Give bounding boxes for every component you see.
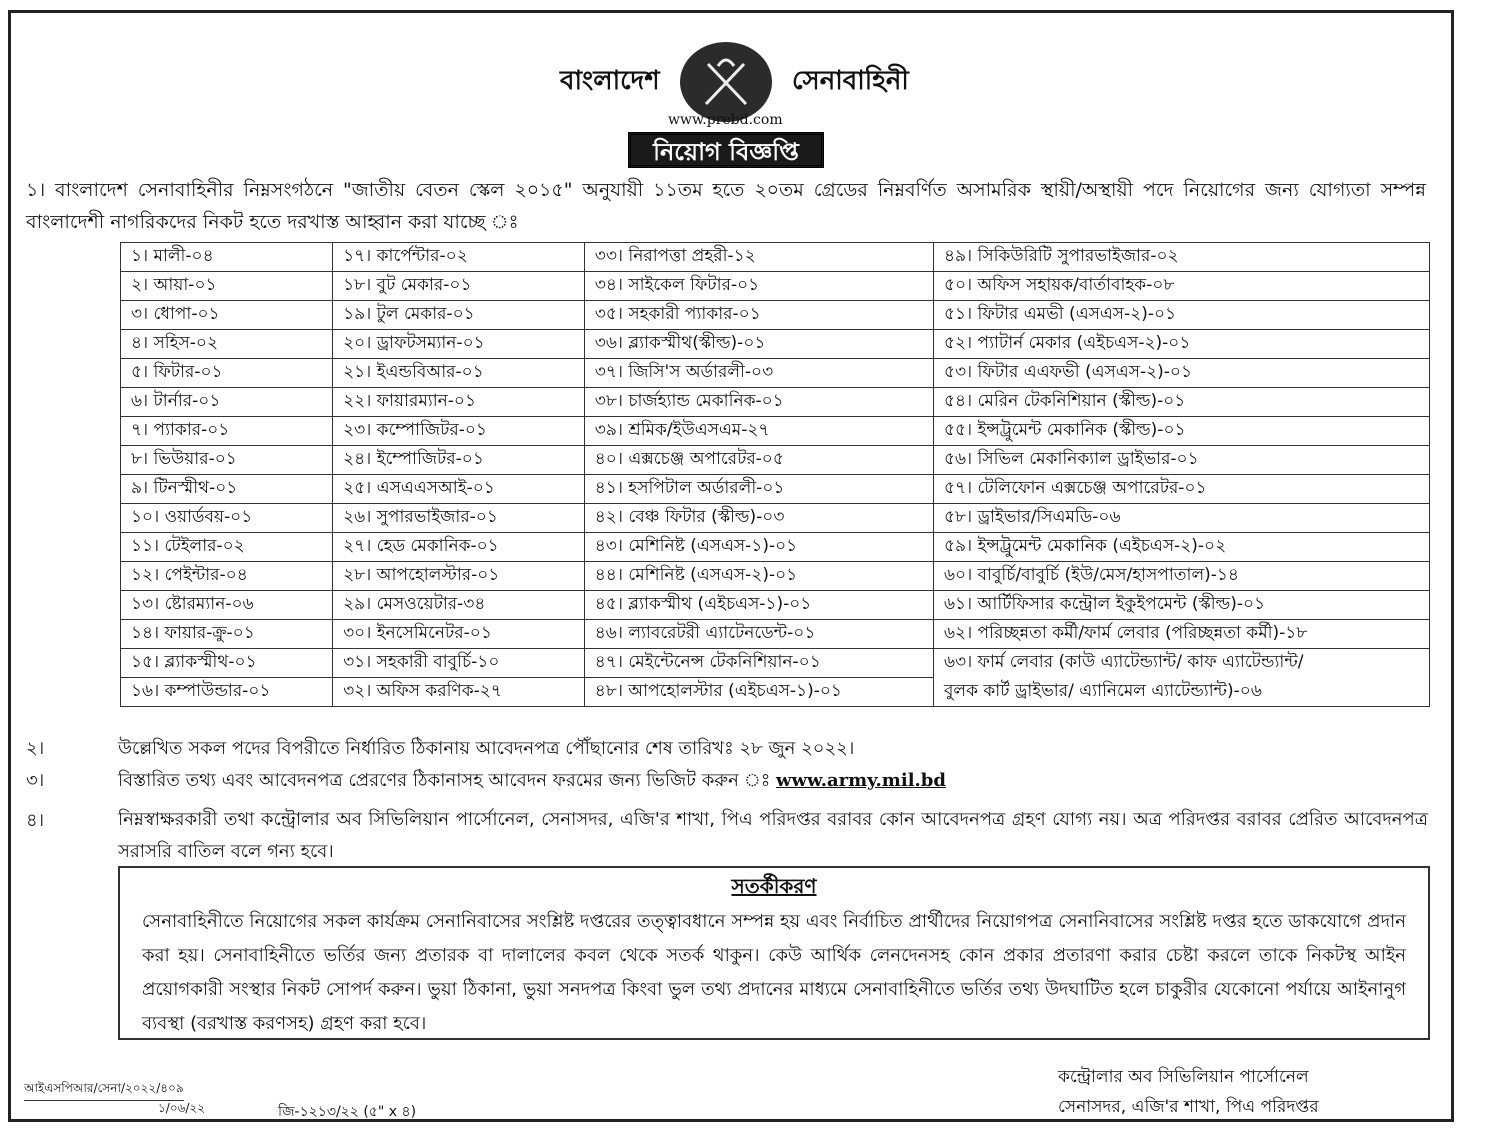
post-cell: ১১। টেইলার-০২ [121,533,333,562]
post-cell: ১৫। ব্ল্যাকস্মীথ-০১ [121,649,333,678]
point-number: ৩। [26,770,45,791]
table-row [121,475,1430,504]
reference-number: আইএসপিআর/সেনা/২০২২/৪০৯ [24,1080,184,1101]
post-cell: ৪৩। মেশিনিষ্ট (এসএস-১)-০১ [584,533,933,562]
post-cell: ৫৬। সিভিল মেকানিক্যাল ড্রাইভার-০১ [933,446,1429,475]
post-cell: ১। মালী-০৪ [121,243,333,272]
table-row [121,243,1430,272]
post-cell: ৫১। ফিটার এমভী (এসএস-২)-০১ [933,301,1429,330]
post-cell: ৩৭। জিসি'স অর্ডারলী-০৩ [584,359,933,388]
post-cell: ৩। ধোপা-০১ [121,301,333,330]
signatory-line-2: সেনাসদর, এজি'র শাখা, পিএ পরিদপ্তর [1058,1097,1319,1117]
posts-table [120,242,1430,707]
table-row [121,388,1430,417]
table-row [121,446,1430,475]
point-number: ২। [26,738,45,759]
warning-title: সতর্কীকরণ [731,874,817,898]
post-cell: ৫৭। টেলিফোন এক্সচেঞ্জ অপারেটর-০১ [933,475,1429,504]
table-row [121,330,1430,359]
post-cell: ৪১। হসপিটাল অর্ডারলী-০১ [584,475,933,504]
post-cell: ৬। টার্নার-০১ [121,388,333,417]
table-row [121,562,1430,591]
org-name-left: বাংলাদেশ [560,66,660,96]
post-cell: বুলক কার্ট ড্রাইভার/ এ্যানিমেল এ্যাটেন্ড্যান্ট)-০৬ [933,678,1429,707]
intro-paragraph: ১। বাংলাদেশ সেনাবাহিনীর নিম্নসংগঠনে "জাতীয় বেতন স্কেল ২০১৫" অনুযায়ী ১১তম হতে ২০তম গ্রেডের নিম্নবর্ণিত অসামরিক স্থায়ী/অস্থায়ী পদে নিয়োগের জন্য যোগ্যতা সম্পন্ন বাংলাদেশী নাগরিকদের নিকট হতে দরখাস্ত আহ্বান করা যাচ্ছে ঃ [26,179,1426,233]
post-cell: ৪২। বেঞ্চ ফিটার (স্কীল্ড)-০৩ [584,504,933,533]
post-cell: ৩৮। চার্জহ্যান্ড মেকানিক-০১ [584,388,933,417]
reference-date: ১/০৬/২২ [158,1101,206,1115]
signatory-line-1: কন্ট্রোলার অব সিভিলিয়ান পার্সোনেল [1058,1067,1309,1087]
org-name-right: সেনাবাহিনী [792,66,909,96]
post-cell: ৪৪। মেশিনিষ্ট (এসএস-২)-০১ [584,562,933,591]
post-cell: ৫৪। মেরিন টেকনিশিয়ান (স্কীল্ড)-০১ [933,388,1429,417]
table-row [121,678,1430,707]
post-cell: ৩০। ইনসেমিনেটর-০১ [333,620,585,649]
website-point [118,766,946,797]
post-cell: ১৬। কম্পাউন্ডার-০১ [121,678,333,707]
warning-text: সেনাবাহিনীতে নিয়োগের সকল কার্যক্রম সেনানিবাসের সংশ্লিষ্ট দপ্তরের তত্ত্বাবধানে সম্পন্ন হয় এবং নির্বাচিত প্রার্থীদের নিয়োগপত্র সেনানিবাসের সংশ্লিষ্ট দপ্তর হতে ডাকযোগে প্রদান করা হয়। সেনাবাহিনীতে ভর্তির জন্য প্রতারক বা দালালের কবল থেকে সতর্ক থাকুন। কেউ আর্থিক লেনদেনসহ কোন প্রকার প্রতারণা করার চেষ্টা করলে তাকে নিকটস্থ আইন প্রয়োগকারী সংস্থার নিকট সোপর্দ করুন। ভুয়া ঠিকানা, ভুয়া সনদপত্র কিংবা ভুল তথ্য প্রদানের মাধ্যমে সেনাবাহিনীতে ভর্তির তথ্য উদঘাটিত হলে চাকুরীর যেকোনো পর্যায়ে আইনানুগ ব্যবস্থা (বরখাস্ত করণসহ) গ্রহণ করা হবে। [142,911,1406,1034]
table-row [121,591,1430,620]
post-cell: ৩২। অফিস করণিক-২৭ [333,678,585,707]
point-number: ৪। [26,810,45,831]
post-cell: ৫৮। ড্রাইভার/সিএমডি-০৬ [933,504,1429,533]
post-cell: ৮। ভিউয়ার-০১ [121,446,333,475]
post-cell: ৬৩। ফার্ম লেবার (কাউ এ্যাটেন্ড্যান্ট/ কাফ এ্যাটেন্ড্যান্ট/ [933,649,1429,678]
table-row [121,301,1430,330]
post-cell: ৯। টিনস্মীথ-০১ [121,475,333,504]
post-cell: ৪৯। সিকিউরিটি সুপারভাইজার-০২ [933,243,1429,272]
application-note: নিম্নস্বাক্ষরকারী তথা কন্ট্রোলার অব সিভিলিয়ান পার্সোনেল, সেনাসদর, এজি'র শাখা, পিএ পরিদপ্তর বরাবর কোন আবেদনপত্র গ্রহণ যোগ্য নয়। অত্র পরিদপ্তর বরাবর প্রেরিত আবেদনপত্র সরাসরি বাতিল বলে গন্য হবে। [118,809,1428,862]
post-cell: ২৮। আপহোলস্টার-০১ [333,562,585,591]
post-cell: ৩৪। সাইকেল ফিটার-০১ [584,272,933,301]
table-row [121,649,1430,678]
post-cell: ৩৫। সহকারী প্যাকার-০১ [584,301,933,330]
post-cell: ৩৩। নিরাপত্তা প্রহরী-১২ [584,243,933,272]
post-cell: ৩৯। শ্রমিক/ইউএসএম-২৭ [584,417,933,446]
post-cell: ৫২। প্যাটার্ন মেকার (এইচএস-২)-০১ [933,330,1429,359]
post-cell: ৫৩। ফিটার এএফভী (এসএস-২)-০১ [933,359,1429,388]
post-cell: ৫৫। ইন্সট্রুমেন্ট মেকানিক (স্কীল্ড)-০১ [933,417,1429,446]
post-cell: ২। আয়া-০১ [121,272,333,301]
post-cell: ৪। সহিস-০২ [121,330,333,359]
post-cell: ৩১। সহকারী বাবুর্চি-১০ [333,649,585,678]
post-cell: ৫৯। ইন্সট্রুমেন্ট মেকানিক (এইচএস-২)-০২ [933,533,1429,562]
army-emblem-icon [680,42,772,122]
post-cell: ৪০। এক্সচেঞ্জ অপারেটর-০৫ [584,446,933,475]
post-cell: ১৩। ষ্টোরম্যান-০৬ [121,591,333,620]
post-cell: ১৪। ফায়ার-ক্রু-০১ [121,620,333,649]
ad-code: জি-১২১৩/২২ (৫" x ৪) [278,1104,417,1120]
post-cell: ১৭। কার্পেন্টার-০২ [333,243,585,272]
website-watermark: www.prebd.com [668,112,783,128]
post-cell: ৭। প্যাকার-০১ [121,417,333,446]
table-row [121,417,1430,446]
table-row [121,620,1430,649]
table-row [121,533,1430,562]
post-cell: ৪৬। ল্যাবরেটরী এ্যাটেনডেন্ট-০১ [584,620,933,649]
post-cell: ২৬। সুপারভাইজার-০১ [333,504,585,533]
post-cell: ৪৭। মেইন্টেনেন্স টেকনিশিয়ান-০১ [584,649,933,678]
warning-box [118,866,1430,1040]
post-cell: ১৯। টুল মেকার-০১ [333,301,585,330]
post-cell: ২৭। হেড মেকানিক-০১ [333,533,585,562]
post-cell: ৪৫। ব্ল্যাকস্মীথ (এইচএস-১)-০১ [584,591,933,620]
post-cell: ২২। ফায়ারম্যান-০১ [333,388,585,417]
post-cell: ১২। পেইন্টার-০৪ [121,562,333,591]
post-cell: ২৫। এসএএসআই-০১ [333,475,585,504]
table-row [121,504,1430,533]
post-cell: ৬১। আর্টিফিসার কন্ট্রোল ইকুইপমেন্ট (স্কীল্ড)-০১ [933,591,1429,620]
post-cell: ৫। ফিটার-০১ [121,359,333,388]
post-cell: ২৪। ইম্পোজিটর-০১ [333,446,585,475]
deadline-text: উল্লেখিত সকল পদের বিপরীতে নির্ধারিত ঠিকানায় আবেদনপত্র পৌঁছানোর শেষ তারিখঃ ২৮ জুন ২০২২। [118,738,855,759]
post-cell: ২১। ইএন্ডবিআর-০১ [333,359,585,388]
army-website-link[interactable]: www.army.mil.bd [776,770,946,791]
post-cell: ৫০। অফিস সহায়ক/বার্তাবাহক-০৮ [933,272,1429,301]
post-cell: ২৯। মেসওয়েটার-৩৪ [333,591,585,620]
post-cell: ৬২। পরিচ্ছন্নতা কর্মী/ফার্ম লেবার (পরিচ্ছন্নতা কর্মী)-১৮ [933,620,1429,649]
post-cell: ৩৬। ব্ল্যাকস্মীথ(স্কীল্ড)-০১ [584,330,933,359]
post-cell: ৪৮। আপহোলস্টার (এইচএস-১)-০১ [584,678,933,707]
post-cell: ৬০। বাবুর্চি/বাবুর্চি (ইউ/মেস/হাসপাতাল)-১৪ [933,562,1429,591]
post-cell: ১০। ওয়ার্ডবয়-০১ [121,504,333,533]
post-cell: ২৩। কম্পোজিটর-০১ [333,417,585,446]
website-text: বিস্তারিত তথ্য এবং আবেদনপত্র প্রেরণের ঠিকানাসহ আবেদন ফরমের জন্য ভিজিট করুন ঃ [118,770,777,791]
table-row [121,272,1430,301]
table-row [121,359,1430,388]
post-cell: ১৮। বুট মেকার-০১ [333,272,585,301]
post-cell: ২০। ড্রাফটসম্যান-০১ [333,330,585,359]
notice-title: নিয়োগ বিজ্ঞপ্তি [628,132,824,168]
